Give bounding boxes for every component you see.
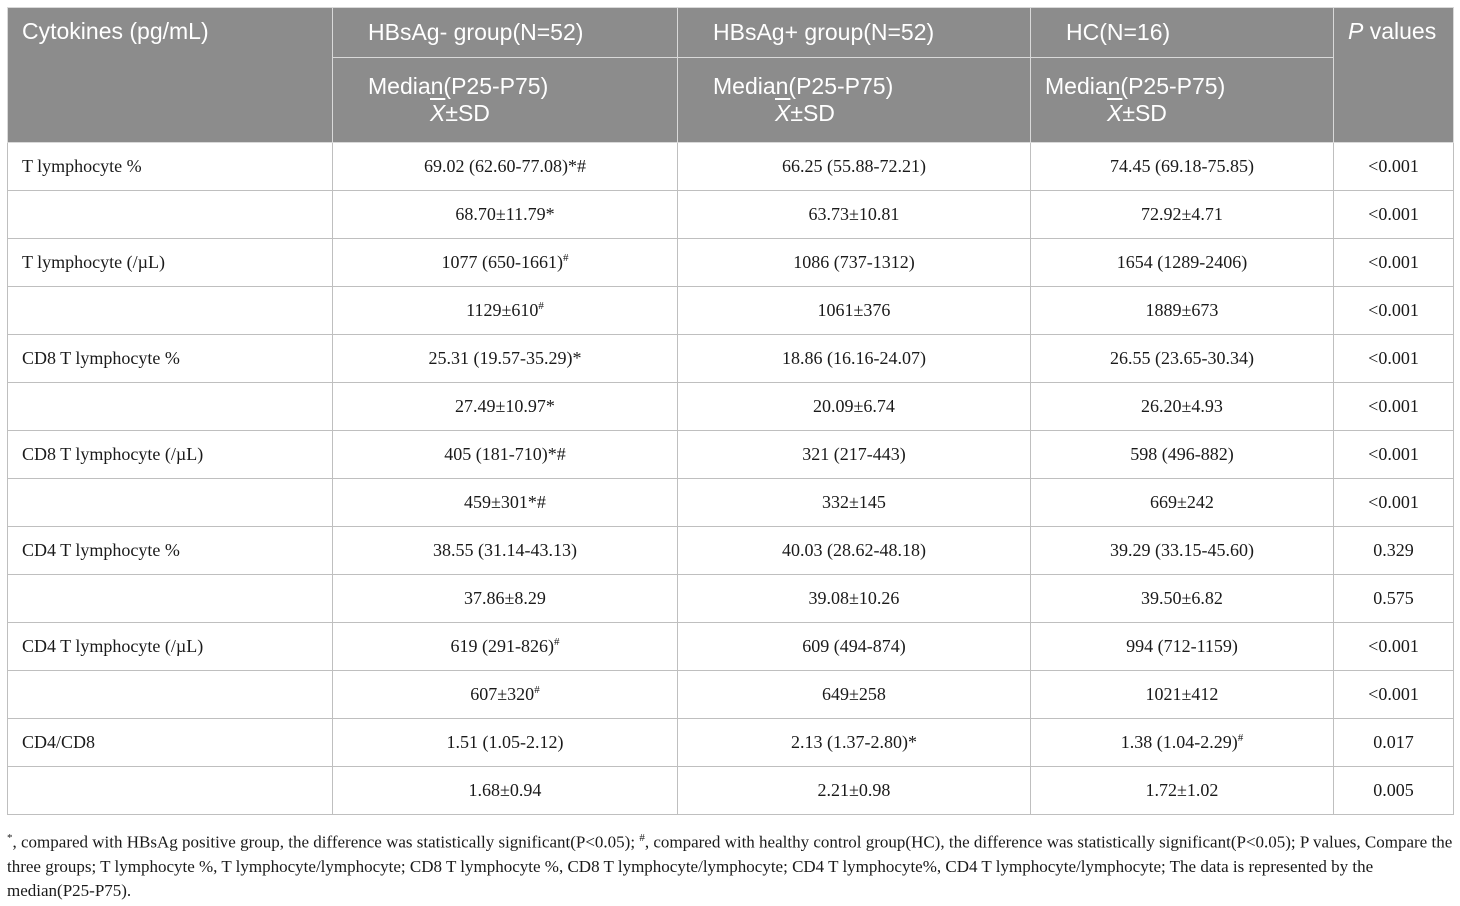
sd-symbol: ±SD (445, 100, 490, 126)
cell-hc (1031, 719, 1334, 767)
cell-hc (1031, 143, 1334, 191)
cell-hbsag-negative (333, 239, 678, 287)
cell-p-value (1334, 383, 1454, 431)
cell-hbsag-positive (678, 191, 1031, 239)
cell-p-value (1334, 191, 1454, 239)
cell-p-value (1334, 623, 1454, 671)
cell-cytokine (8, 383, 333, 431)
table-row (8, 335, 1454, 383)
cell-p-value-text: <0.001 (1368, 252, 1419, 272)
cell-hbsag-negative-marker: # (553, 636, 560, 648)
cell-hbsag-negative (333, 623, 678, 671)
cell-hc (1031, 575, 1334, 623)
cell-hc-text: 72.92±4.71 (1141, 204, 1223, 224)
cell-p-value-text: <0.001 (1368, 300, 1419, 320)
table-row (8, 479, 1454, 527)
cell-hbsag-positive-text: 40.03 (28.62-48.18) (782, 540, 926, 560)
subheader-mean-sd (368, 100, 663, 127)
cell-hbsag-negative (333, 287, 678, 335)
cell-hc (1031, 335, 1334, 383)
cell-p-value (1334, 431, 1454, 479)
cell-hbsag-negative-marker: # (562, 252, 569, 264)
subheader-median: Median(P25-P75) (368, 73, 549, 99)
header-p-letter: P (1348, 18, 1364, 44)
mean-symbol: $\overline{X}$ (775, 100, 791, 126)
cell-hbsag-positive-text: 63.73±10.81 (808, 204, 900, 224)
cell-p-value (1334, 527, 1454, 575)
cell-hc-text: 74.45 (69.18-75.85) (1110, 156, 1254, 176)
cell-hc-text: 39.50±6.82 (1141, 588, 1223, 608)
cell-cytokine-text: CD4/CD8 (22, 732, 96, 752)
cell-p-value-text: <0.001 (1368, 204, 1419, 224)
footnote-hash: # (639, 832, 645, 844)
cell-hbsag-positive-text: 39.08±10.26 (808, 588, 900, 608)
cell-p-value (1334, 719, 1454, 767)
cell-hbsag-negative-text: 607±320 (470, 684, 535, 704)
cell-cytokine-text: T lymphocyte (/µL) (22, 252, 166, 272)
subheader-mean-sd (1045, 100, 1319, 127)
cell-cytokine-text: CD8 T lymphocyte % (22, 348, 180, 368)
table-row (8, 239, 1454, 287)
cell-hbsag-negative-text: 619 (291-826) (450, 636, 554, 656)
cell-p-value-text: <0.001 (1368, 492, 1419, 512)
header-p-values (1334, 8, 1454, 143)
cell-hc (1031, 767, 1334, 815)
cell-hbsag-positive-text: 1086 (737-1312) (793, 252, 915, 272)
cell-p-value (1334, 143, 1454, 191)
cell-hbsag-negative-text: 69.02 (62.60-77.08)*# (424, 156, 586, 176)
cell-hbsag-positive (678, 719, 1031, 767)
cytokines-table (7, 7, 1454, 815)
cell-cytokine (8, 527, 333, 575)
cell-hc (1031, 287, 1334, 335)
cell-p-value (1334, 671, 1454, 719)
cell-hbsag-positive-text: 2.21±0.98 (817, 780, 891, 800)
cell-cytokine (8, 191, 333, 239)
cell-p-value-text: 0.329 (1373, 540, 1414, 560)
cell-hbsag-positive (678, 383, 1031, 431)
cell-hbsag-negative (333, 575, 678, 623)
subheader-hbsag-positive (678, 58, 1031, 143)
table-row (8, 623, 1454, 671)
cell-cytokine-text: T lymphocyte % (22, 156, 142, 176)
subheader-median: Median(P25-P75) (1045, 73, 1226, 99)
cell-hbsag-negative (333, 527, 678, 575)
cell-hc (1031, 671, 1334, 719)
sd-symbol: ±SD (790, 100, 835, 126)
header-hbsag-negative: HBsAg- group(N=52) (333, 8, 678, 58)
cell-hbsag-positive-text: 1061±376 (817, 300, 891, 320)
cell-p-value-text: <0.001 (1368, 636, 1419, 656)
cell-hc (1031, 191, 1334, 239)
cell-hbsag-negative (333, 671, 678, 719)
footnote-part2: , compared with healthy control group(HC), the difference was statistically significant(P<0.05); P values, Compare the three groups; T lymphocyte %, T lymphocyte/lymphocyte; CD8 T lymphocyte %, CD8 T lymphocyte/lymphocyte; CD4 T lymphocyte%, CD4 T lymphocyte/lymphocyte; The data is represented by the median(P25-P75). (7, 832, 1453, 900)
cell-hc-text: 1889±673 (1145, 300, 1219, 320)
cell-hc (1031, 383, 1334, 431)
cell-hbsag-negative-text: 459±301*# (464, 492, 546, 512)
header-p-rest: values (1363, 18, 1437, 44)
cell-cytokine (8, 431, 333, 479)
cell-p-value-text: 0.017 (1373, 732, 1414, 752)
table-header (8, 8, 1454, 143)
cell-cytokine-text: CD4 T lymphocyte (/µL) (22, 636, 204, 656)
sd-symbol: ±SD (1122, 100, 1167, 126)
cell-hbsag-negative (333, 431, 678, 479)
cell-p-value-text: <0.001 (1368, 684, 1419, 704)
subheader-median: Median(P25-P75) (713, 73, 894, 99)
cell-p-value (1334, 335, 1454, 383)
cell-p-value (1334, 767, 1454, 815)
cell-hbsag-negative (333, 719, 678, 767)
table-row (8, 671, 1454, 719)
cell-p-value-text: <0.001 (1368, 348, 1419, 368)
footnote-part1: , compared with HBsAg positive group, the difference was statistically significant(P<0.05); (12, 832, 640, 852)
cell-hbsag-positive (678, 767, 1031, 815)
cell-hc (1031, 239, 1334, 287)
cell-hbsag-negative-text: 37.86±8.29 (464, 588, 546, 608)
cell-hbsag-negative-text: 405 (181-710)*# (444, 444, 566, 464)
table-body (8, 143, 1454, 815)
table-row (8, 719, 1454, 767)
subheader-mean-sd (713, 100, 1016, 127)
cell-hbsag-negative-text: 1.51 (1.05-2.12) (446, 732, 564, 752)
table-row (8, 143, 1454, 191)
cell-hc-text: 669±242 (1150, 492, 1214, 512)
mean-symbol: $\overline{X}$ (1107, 100, 1123, 126)
cell-hc (1031, 623, 1334, 671)
cell-p-value (1334, 287, 1454, 335)
cell-p-value (1334, 479, 1454, 527)
cell-hbsag-negative-text: 38.55 (31.14-43.13) (433, 540, 577, 560)
table-row (8, 383, 1454, 431)
cell-hc-text: 26.55 (23.65-30.34) (1110, 348, 1254, 368)
cell-hbsag-positive (678, 575, 1031, 623)
cell-p-value-text: <0.001 (1368, 156, 1419, 176)
subheader-hbsag-negative (333, 58, 678, 143)
cell-cytokine (8, 287, 333, 335)
header-cytokines: Cytokines (pg/mL) (8, 8, 333, 143)
cell-hbsag-negative (333, 479, 678, 527)
mean-symbol: $\overline{X}$ (430, 100, 446, 126)
cell-cytokine (8, 719, 333, 767)
cell-hc-text: 39.29 (33.15-45.60) (1110, 540, 1254, 560)
cell-cytokine (8, 767, 333, 815)
cell-hbsag-positive (678, 671, 1031, 719)
table-row (8, 287, 1454, 335)
cell-hbsag-positive (678, 431, 1031, 479)
footnote-star: * (7, 832, 13, 844)
cell-p-value (1334, 239, 1454, 287)
cell-hbsag-negative-text: 1.68±0.94 (468, 780, 542, 800)
cell-p-value-text: 0.005 (1373, 780, 1414, 800)
cell-hc-text: 26.20±4.93 (1141, 396, 1223, 416)
cell-cytokine (8, 575, 333, 623)
cell-hc-text: 994 (712-1159) (1126, 636, 1238, 656)
cell-hc-text: 1021±412 (1145, 684, 1219, 704)
cell-hbsag-positive (678, 239, 1031, 287)
table-footnote (7, 826, 1455, 903)
cell-hbsag-negative-marker: # (538, 300, 544, 312)
table-row (8, 191, 1454, 239)
subheader-hc (1031, 58, 1334, 143)
cell-p-value-text: 0.575 (1373, 588, 1414, 608)
cell-hbsag-negative-text: 1077 (650-1661) (441, 252, 563, 272)
cell-cytokine (8, 623, 333, 671)
cell-p-value-text: <0.001 (1368, 396, 1419, 416)
cell-hc-text: 1.72±1.02 (1145, 780, 1219, 800)
cell-hbsag-positive (678, 287, 1031, 335)
cell-hbsag-positive (678, 143, 1031, 191)
cell-hbsag-positive-text: 332±145 (822, 492, 886, 512)
table-row (8, 527, 1454, 575)
header-hc: HC(N=16) (1031, 8, 1334, 58)
cell-cytokine (8, 479, 333, 527)
cell-cytokine (8, 239, 333, 287)
cell-hbsag-negative-text: 1129±610 (466, 300, 539, 320)
cell-hbsag-positive-text: 609 (494-874) (802, 636, 906, 656)
cell-hbsag-negative (333, 383, 678, 431)
cell-hc (1031, 431, 1334, 479)
cell-hbsag-negative (333, 335, 678, 383)
table-row (8, 431, 1454, 479)
cell-cytokine (8, 143, 333, 191)
cell-hbsag-positive-text: 649±258 (822, 684, 886, 704)
cell-cytokine (8, 671, 333, 719)
cell-cytokine-text: CD4 T lymphocyte % (22, 540, 180, 560)
cell-hbsag-positive-text: 20.09±6.74 (813, 396, 895, 416)
header-hbsag-positive: HBsAg+ group(N=52) (678, 8, 1031, 58)
cell-hbsag-positive-text: 321 (217-443) (802, 444, 906, 464)
cell-hbsag-negative (333, 191, 678, 239)
cell-hbsag-negative-text: 68.70±11.79* (455, 204, 555, 224)
cell-hbsag-negative-text: 27.49±10.97* (455, 396, 555, 416)
table-container (7, 7, 1453, 815)
cell-hbsag-negative-marker: # (534, 684, 540, 696)
cell-hbsag-negative (333, 767, 678, 815)
cell-hbsag-positive (678, 479, 1031, 527)
cell-hbsag-positive (678, 623, 1031, 671)
cell-hbsag-positive-text: 66.25 (55.88-72.21) (782, 156, 926, 176)
table-row (8, 575, 1454, 623)
cell-hc-text: 1.38 (1.04-2.29) (1120, 732, 1238, 752)
cell-hbsag-positive (678, 335, 1031, 383)
cell-hbsag-negative-text: 25.31 (19.57-35.29)* (428, 348, 582, 368)
cell-p-value (1334, 575, 1454, 623)
cell-hbsag-positive-text: 18.86 (16.16-24.07) (782, 348, 926, 368)
cell-hbsag-negative (333, 143, 678, 191)
cell-hc-marker: # (1237, 732, 1244, 744)
cell-hbsag-positive-text: 2.13 (1.37-2.80)* (791, 732, 917, 752)
cell-hc (1031, 527, 1334, 575)
cell-hc (1031, 479, 1334, 527)
cell-hbsag-positive (678, 527, 1031, 575)
cell-p-value-text: <0.001 (1368, 444, 1419, 464)
cell-cytokine (8, 335, 333, 383)
cell-hc-text: 598 (496-882) (1130, 444, 1234, 464)
cell-hc-text: 1654 (1289-2406) (1116, 252, 1248, 272)
cell-cytokine-text: CD8 T lymphocyte (/µL) (22, 444, 204, 464)
table-row (8, 767, 1454, 815)
